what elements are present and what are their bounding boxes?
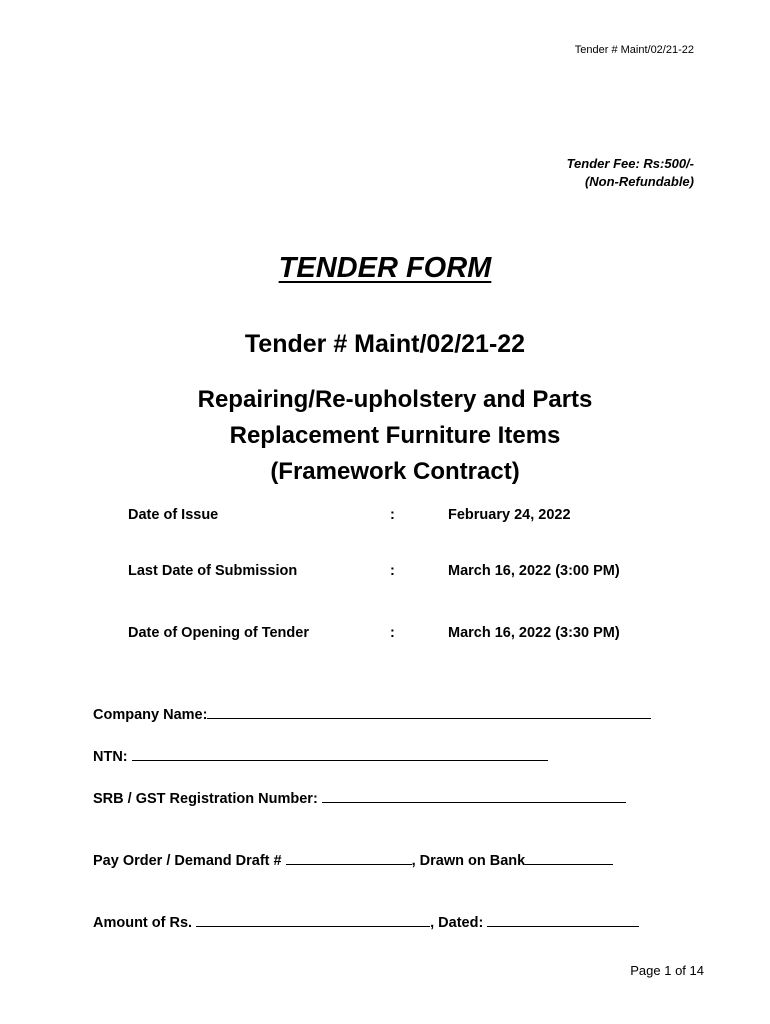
pay-order-line bbox=[93, 850, 613, 869]
tender-fee-block bbox=[567, 155, 694, 191]
pay-order-blank[interactable] bbox=[286, 850, 412, 865]
date-label: Last Date of Submission bbox=[128, 563, 298, 579]
document-title: TENDER FORM bbox=[278, 252, 492, 284]
date-separator: : bbox=[390, 625, 395, 641]
tender-reference: Tender # Maint/02/21-22 bbox=[244, 330, 526, 358]
date-label: Date of Opening of Tender bbox=[128, 625, 309, 641]
subject-line-1: Repairing/Re-upholstery and Parts bbox=[197, 386, 593, 413]
company-name-label: Company Name: bbox=[93, 707, 208, 723]
srb-gst-blank[interactable] bbox=[322, 788, 626, 803]
date-value: March 16, 2022 (3:00 PM) bbox=[448, 563, 620, 579]
srb-gst-line bbox=[93, 788, 626, 807]
ntn-blank[interactable] bbox=[132, 746, 548, 761]
date-separator: : bbox=[390, 507, 395, 523]
header-reference: Tender # Maint/02/21-22 bbox=[574, 44, 694, 56]
company-name-line bbox=[93, 704, 651, 723]
date-label: Date of Issue bbox=[128, 507, 219, 523]
date-value: March 16, 2022 (3:30 PM) bbox=[448, 625, 620, 641]
dated-label: , Dated: bbox=[430, 915, 484, 931]
drawn-on-bank-blank[interactable] bbox=[525, 850, 613, 865]
amount-blank[interactable] bbox=[196, 912, 430, 927]
company-name-blank[interactable] bbox=[207, 704, 651, 719]
srb-gst-label: SRB / GST Registration Number: bbox=[93, 791, 318, 807]
subject-line-2: Replacement Furniture Items bbox=[229, 422, 561, 449]
amount-line bbox=[93, 912, 639, 931]
ntn-label: NTN: bbox=[93, 749, 128, 765]
tender-fee: Tender Fee: Rs:500/- bbox=[566, 156, 694, 171]
date-separator: : bbox=[390, 563, 395, 579]
pay-order-label: Pay Order / Demand Draft # bbox=[93, 853, 282, 869]
drawn-on-bank-label: , Drawn on Bank bbox=[411, 853, 526, 869]
date-value: February 24, 2022 bbox=[448, 507, 571, 523]
ntn-line bbox=[93, 746, 548, 765]
amount-label: Amount of Rs. bbox=[93, 915, 193, 931]
page-number: Page 1 of 14 bbox=[630, 963, 704, 978]
non-refundable-note: (Non-Refundable) bbox=[584, 174, 694, 189]
dated-blank[interactable] bbox=[487, 912, 639, 927]
tender-subject bbox=[0, 382, 770, 490]
subject-line-3: (Framework Contract) bbox=[270, 458, 520, 485]
